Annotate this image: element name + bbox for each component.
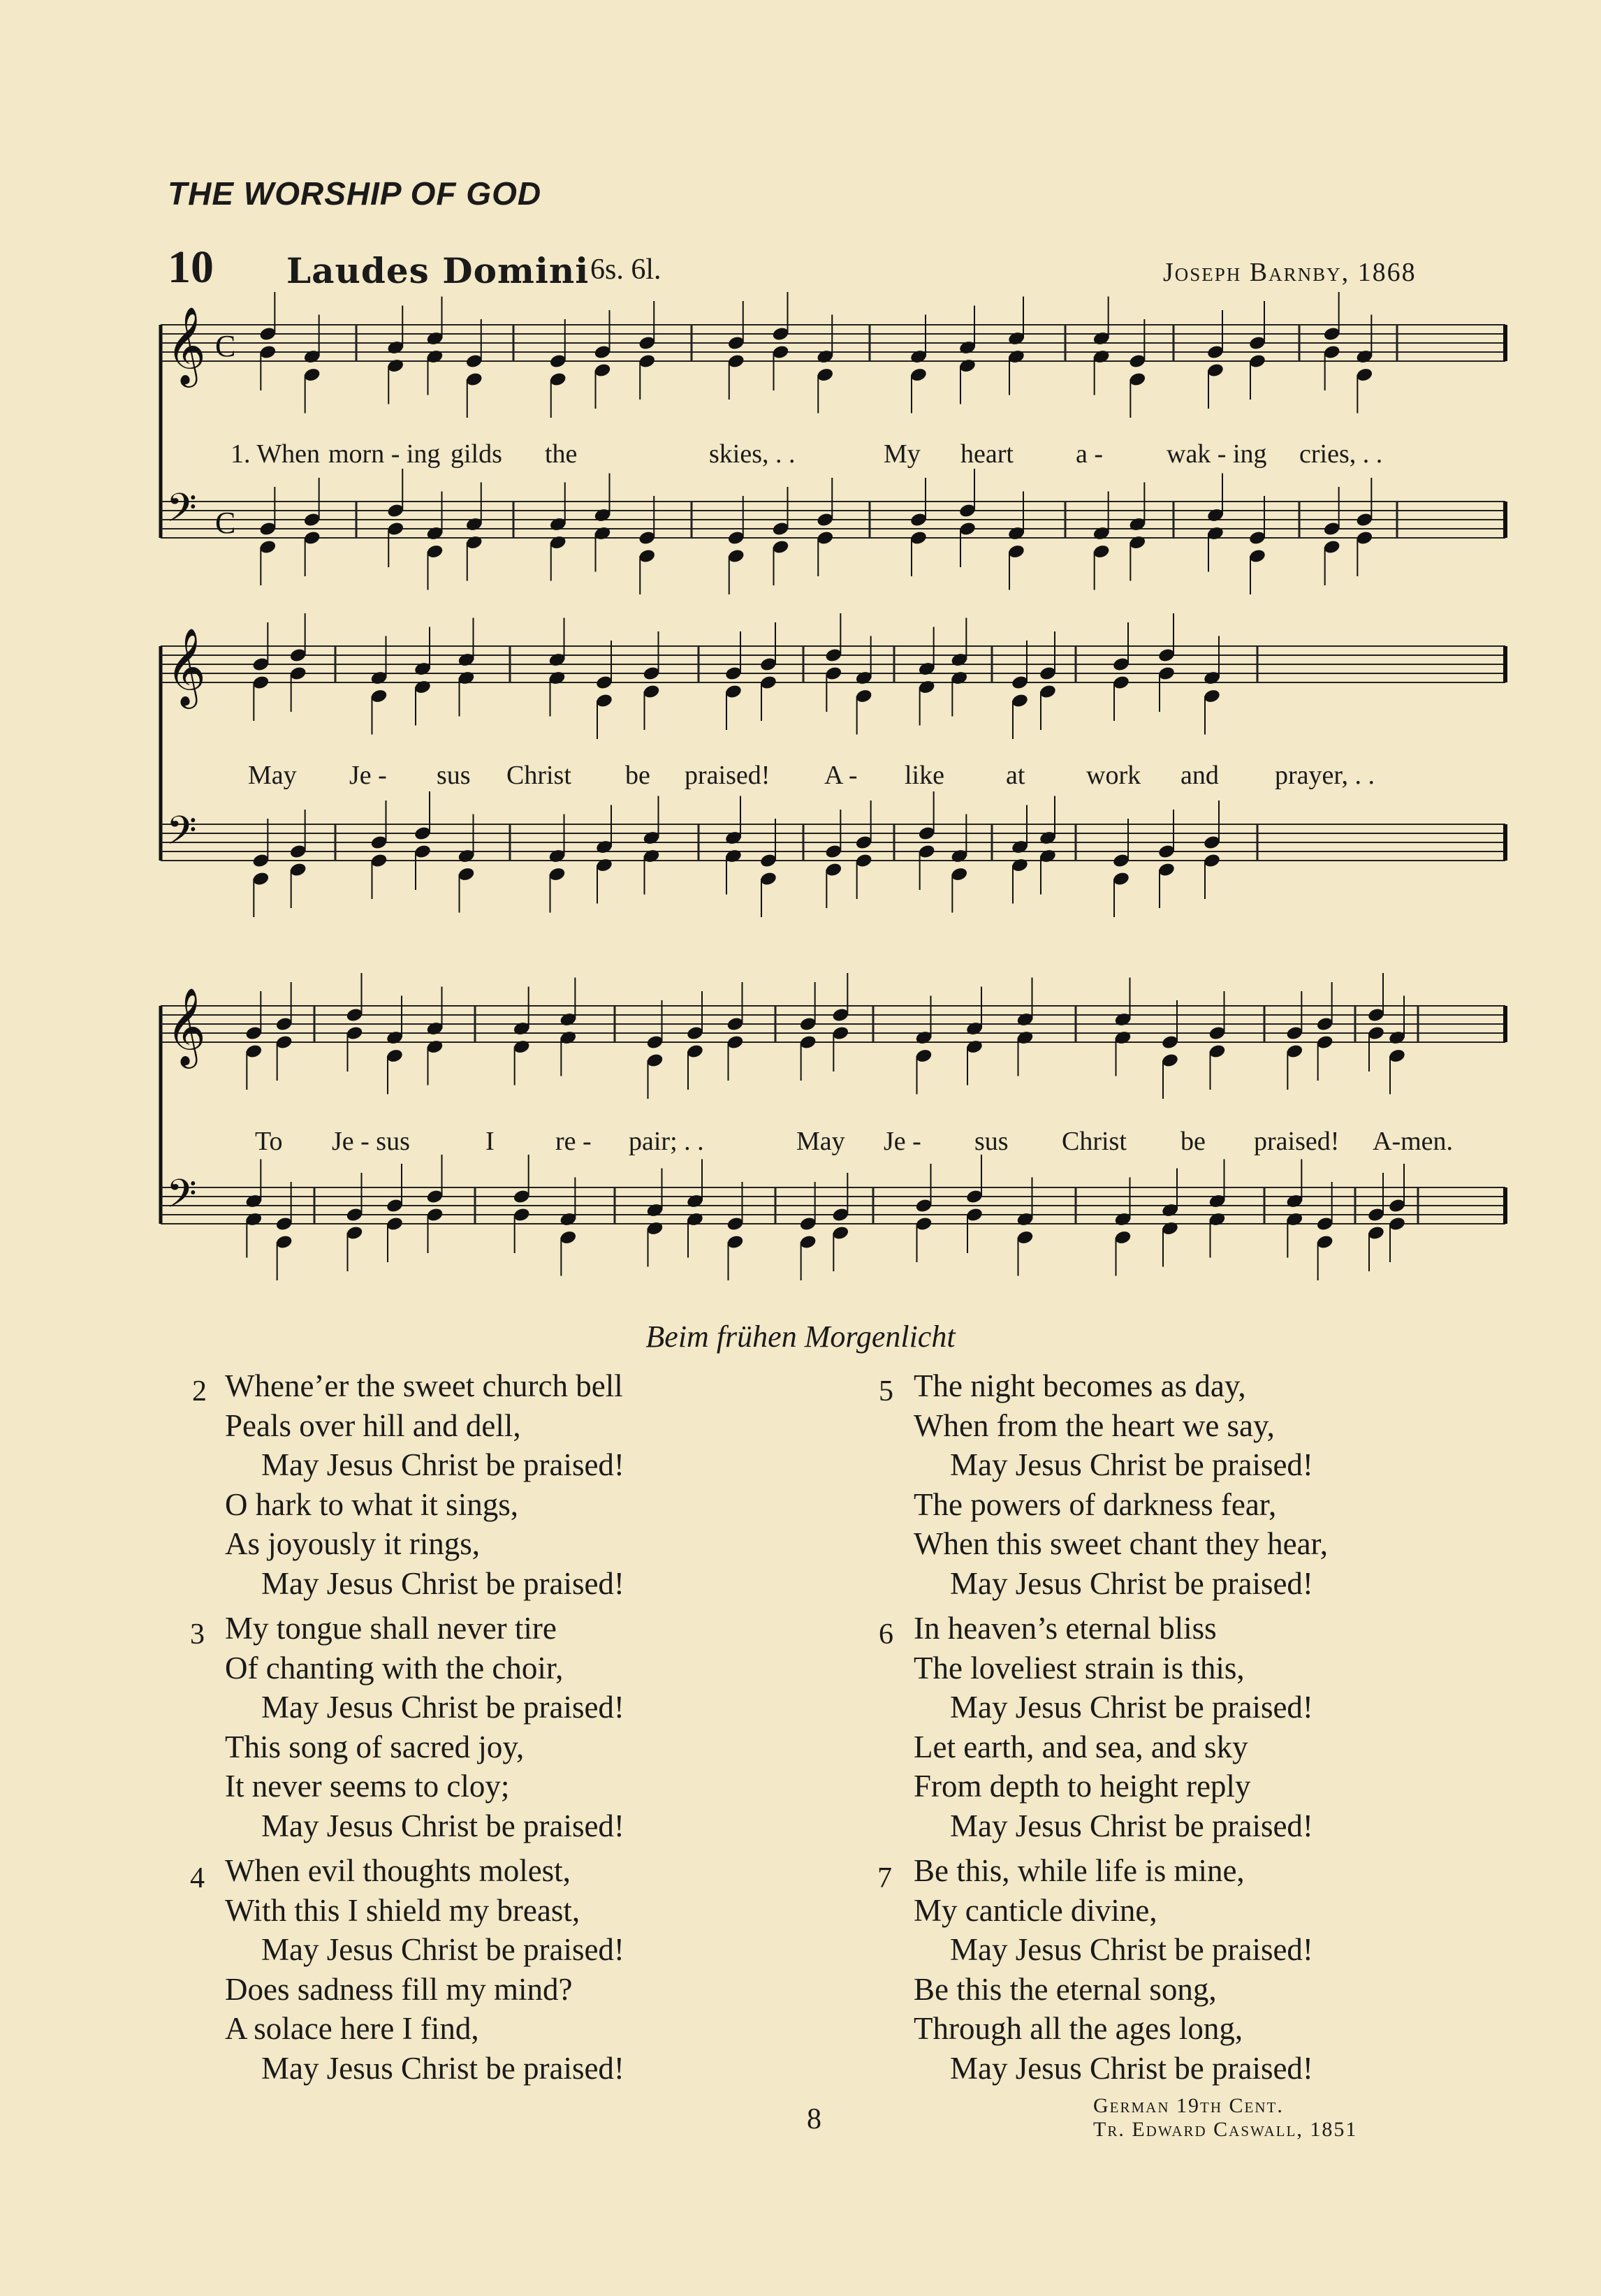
- lyric-syllable: at: [1006, 761, 1025, 790]
- lyric-syllable: 1. When: [231, 439, 321, 469]
- stanza-6: [914, 1609, 1313, 1845]
- bass-clef-icon: 𝄢: [166, 1171, 197, 1227]
- treble-clef-icon: 𝄞: [166, 987, 206, 1065]
- hymn-number: 10: [168, 242, 214, 293]
- lyric-syllable: gilds: [451, 439, 502, 469]
- stanza-line: Does sadness fill my mind?: [225, 1971, 573, 2007]
- stanza-line: Through all the ages long,: [914, 2011, 1243, 2046]
- lyric-syllable: I: [485, 1127, 495, 1156]
- stanza-number: 5: [879, 1375, 893, 1407]
- lyric-syllable: prayer, . .: [1275, 761, 1375, 790]
- lyric-syllable: Je -: [349, 761, 387, 790]
- lyric-syllable: A-men.: [1373, 1127, 1454, 1156]
- treble-clef-icon: 𝄞: [166, 306, 206, 384]
- lyric-syllable: My: [884, 439, 921, 469]
- lyric-syllable: a -: [1076, 439, 1104, 469]
- hymn-meter: 6s. 6l.: [590, 254, 661, 286]
- stanza-line: When from the heart we say,: [914, 1407, 1275, 1443]
- stanza-line: A solace here I find,: [225, 2011, 479, 2046]
- stanza-refrain: May Jesus Christ be praised!: [261, 1690, 624, 1725]
- lyric-syllable: the: [545, 439, 578, 469]
- lyric-syllable: be: [625, 761, 650, 790]
- lyric-syllable: Je - sus: [332, 1127, 410, 1156]
- stanza-line: The night becomes as day,: [914, 1368, 1246, 1403]
- lyric-syllable: Christ: [1062, 1127, 1127, 1156]
- stanza-3: [225, 1609, 624, 1845]
- time-signature: C: [215, 506, 236, 540]
- lyric-syllable: sus: [974, 1127, 1009, 1156]
- stanza-refrain: May Jesus Christ be praised!: [950, 1932, 1313, 1967]
- stanza-line: The loveliest strain is this,: [914, 1650, 1245, 1686]
- lyric-syllable: praised!: [685, 761, 770, 790]
- stanza-line: The powers of darkness fear,: [914, 1486, 1277, 1522]
- stanza-line: It never seems to cloy;: [225, 1769, 510, 1804]
- stanza-line: Of chanting with the choir,: [225, 1650, 564, 1686]
- stanza-number: 7: [877, 1862, 892, 1894]
- stanza-line: My tongue shall never tire: [225, 1611, 557, 1646]
- lyric-syllable: Je -: [884, 1127, 921, 1156]
- stanza-refrain: May Jesus Christ be praised!: [261, 2050, 624, 2086]
- lyric-syllable: pair; . .: [629, 1127, 704, 1156]
- stanza-refrain: May Jesus Christ be praised!: [261, 1447, 624, 1482]
- stanza-refrain: May Jesus Christ be praised!: [950, 2050, 1313, 2086]
- stanza-line: Be this the eternal song,: [914, 1971, 1217, 2007]
- composer-credit: Joseph Barnby, 1868: [1163, 258, 1417, 287]
- lyric-syllable: sus: [437, 761, 471, 790]
- stanza-5: [914, 1366, 1328, 1603]
- stanza-line: Let earth, and sea, and sky: [914, 1729, 1248, 1764]
- stanza-refrain: May Jesus Christ be praised!: [950, 1808, 1313, 1843]
- lyric-syllable: and: [1180, 761, 1219, 790]
- lyric-syllable: May: [796, 1127, 845, 1156]
- stanza-number: 2: [192, 1375, 207, 1407]
- lyric-syllable: morn - ing: [328, 439, 441, 469]
- stanza-refrain: May Jesus Christ be praised!: [261, 1565, 624, 1601]
- german-title: Beim frühen Morgenlicht: [645, 1319, 956, 1354]
- lyric-syllable: Christ: [506, 761, 571, 790]
- bass-clef-icon: 𝄢: [166, 808, 197, 863]
- stanza-refrain: May Jesus Christ be praised!: [950, 1690, 1313, 1725]
- stanza-line: When evil thoughts molest,: [225, 1853, 571, 1888]
- treble-clef-icon: 𝄞: [166, 627, 206, 705]
- section-title: THE WORSHIP OF GOD: [168, 175, 542, 212]
- lyric-syllable: like: [905, 761, 944, 790]
- stanza-refrain: May Jesus Christ be praised!: [261, 1808, 624, 1843]
- lyric-syllable: be: [1180, 1127, 1206, 1156]
- stanza-line: From depth to height reply: [914, 1769, 1251, 1804]
- stanza-number: 3: [190, 1618, 205, 1651]
- stanza-line: My canticle divine,: [914, 1892, 1157, 1928]
- tune-name: Laudes Domini: [286, 250, 590, 291]
- stanza-refrain: May Jesus Christ be praised!: [950, 1447, 1313, 1482]
- stanza-line: When this sweet chant they hear,: [914, 1526, 1328, 1561]
- stanza-line: With this I shield my breast,: [225, 1892, 580, 1928]
- stanza-4: [225, 1851, 624, 2088]
- lyric-syllable: re -: [555, 1127, 592, 1156]
- bass-clef-icon: 𝄢: [166, 485, 197, 541]
- stanza-refrain: May Jesus Christ be praised!: [950, 1565, 1313, 1601]
- lyric-syllable: May: [248, 761, 297, 790]
- lyric-syllable: praised!: [1254, 1127, 1340, 1156]
- lyric-syllable: heart: [960, 439, 1014, 469]
- stanza-line: In heaven’s eternal bliss: [914, 1611, 1217, 1646]
- stanza-line: O hark to what it sings,: [225, 1486, 518, 1522]
- stanza-number: 4: [190, 1862, 205, 1894]
- stanza-line: This song of sacred joy,: [225, 1729, 525, 1764]
- translator-credit: Tr. Edward Caswall, 1851: [1093, 2118, 1358, 2141]
- lyric-syllable: wak - ing: [1167, 439, 1267, 469]
- text-credit: German 19th Cent.: [1093, 2094, 1284, 2117]
- stanza-7: [914, 1851, 1313, 2088]
- stanza-number: 6: [879, 1618, 893, 1651]
- page-number: 8: [807, 2103, 821, 2135]
- stanza-refrain: May Jesus Christ be praised!: [261, 1932, 624, 1967]
- stanza-line: Whene’er the sweet church bell: [225, 1368, 623, 1403]
- lyric-syllable: work: [1086, 761, 1141, 790]
- stanza-2: [225, 1366, 624, 1603]
- lyric-syllable: A -: [824, 761, 858, 790]
- stanza-line: As joyously it rings,: [225, 1526, 481, 1561]
- time-signature: C: [215, 329, 236, 363]
- stanza-line: Peals over hill and dell,: [225, 1407, 521, 1443]
- lyric-syllable: cries, . .: [1299, 439, 1383, 469]
- stanza-line: Be this, while life is mine,: [914, 1853, 1245, 1888]
- lyric-syllable: To: [255, 1127, 283, 1156]
- lyric-syllable: skies, . .: [709, 439, 796, 469]
